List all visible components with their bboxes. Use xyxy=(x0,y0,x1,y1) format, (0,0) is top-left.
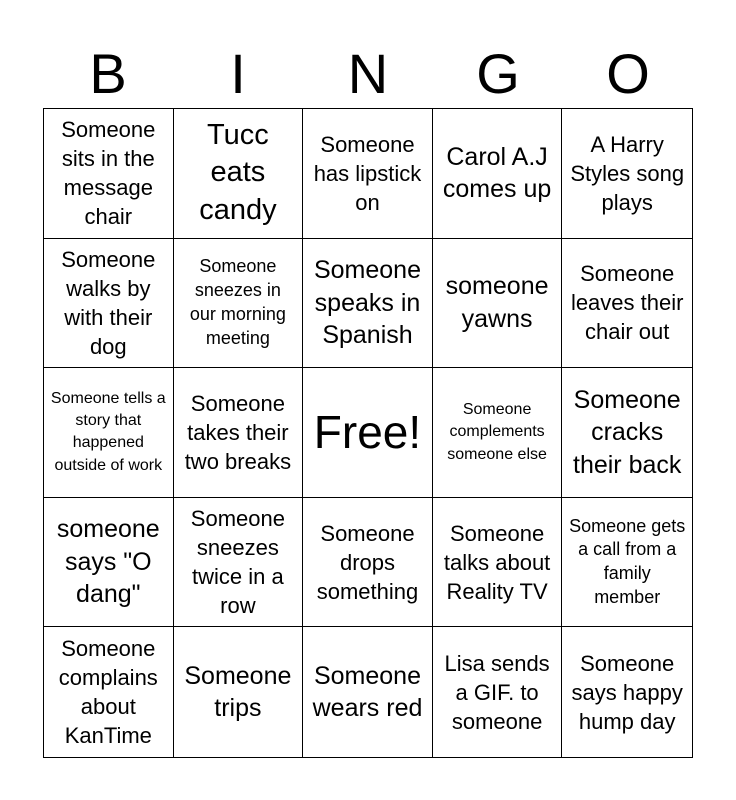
cell-text: Someone wears red xyxy=(312,661,423,723)
cell-text: A Harry Styles song plays xyxy=(570,131,685,215)
cell-text: Someone speaks in Spanish xyxy=(313,256,421,350)
cell-text: Lisa sends a GIF. to someone xyxy=(444,650,550,734)
bingo-cell-r2c2[interactable] xyxy=(174,239,304,369)
cell-text: Someone has lipstick on xyxy=(313,131,422,215)
bingo-cell-r1c5[interactable] xyxy=(562,109,692,239)
free-space-text: Free! xyxy=(313,405,422,458)
cell-text: Someone complains about KanTime xyxy=(58,636,158,749)
header-letter-o: O xyxy=(606,42,650,105)
bingo-cell-r3c1[interactable] xyxy=(44,368,174,498)
bingo-cell-r3c4[interactable] xyxy=(433,368,563,498)
cell-text: Someone drops something xyxy=(316,520,419,604)
cell-text: Someone talks about Reality TV xyxy=(443,520,551,604)
cell-text: Someone sits in the message chair xyxy=(61,117,156,230)
cell-text: someone yawns xyxy=(445,272,549,333)
bingo-cell-r3c2[interactable] xyxy=(174,368,304,498)
free-space-cell[interactable] xyxy=(303,368,433,498)
bingo-cell-r4c2[interactable] xyxy=(174,498,304,628)
cell-text: Someone sneezes twice in a row xyxy=(190,506,285,619)
cell-text: Someone says happy hump day xyxy=(571,650,683,734)
bingo-cell-r2c4[interactable] xyxy=(433,239,563,369)
bingo-cell-r1c2[interactable] xyxy=(174,109,304,239)
cell-text: Someone sneezes in our morning meeting xyxy=(189,256,286,348)
cell-text: Someone takes their two breaks xyxy=(184,390,292,474)
bingo-cell-r4c5[interactable] xyxy=(562,498,692,628)
bingo-header xyxy=(43,40,693,108)
bingo-cell-r1c3[interactable] xyxy=(303,109,433,239)
bingo-cell-r4c3[interactable] xyxy=(303,498,433,628)
bingo-cell-r4c1[interactable] xyxy=(44,498,174,628)
cell-text: Someone complements someone else xyxy=(447,400,547,463)
cell-text: Someone leaves their chair out xyxy=(570,261,684,345)
bingo-cell-r5c1[interactable] xyxy=(44,627,174,757)
cell-text: Someone tells a story that happened outside of work xyxy=(50,389,166,474)
cell-text: Carol A.J comes up xyxy=(442,142,552,204)
bingo-cell-r2c3[interactable] xyxy=(303,239,433,369)
cell-text: someone says "O dang" xyxy=(56,515,160,609)
cell-text: Someone walks by with their dog xyxy=(61,246,156,359)
cell-text: Someone cracks their back xyxy=(573,385,682,479)
bingo-cell-r2c1[interactable] xyxy=(44,239,174,369)
bingo-board xyxy=(43,108,693,758)
bingo-cell-r4c4[interactable] xyxy=(433,498,563,628)
bingo-cell-r5c2[interactable] xyxy=(174,627,304,757)
bingo-cell-r2c5[interactable] xyxy=(562,239,692,369)
header-letter-n: N xyxy=(347,42,389,105)
bingo-cell-r1c4[interactable] xyxy=(433,109,563,239)
header-letter-g: G xyxy=(476,42,520,105)
bingo-cell-r1c1[interactable] xyxy=(44,109,174,239)
bingo-cell-r5c3[interactable] xyxy=(303,627,433,757)
bingo-cell-r5c4[interactable] xyxy=(433,627,563,757)
cell-text: Someone gets a call from a family member xyxy=(569,515,686,607)
header-letter-i: I xyxy=(230,42,246,105)
bingo-cell-r5c5[interactable] xyxy=(562,627,692,757)
header-letter-b: B xyxy=(89,42,127,105)
cell-text: Someone trips xyxy=(184,661,292,723)
bingo-cell-r3c5[interactable] xyxy=(562,368,692,498)
cell-text: Tucc eats candy xyxy=(199,118,277,227)
